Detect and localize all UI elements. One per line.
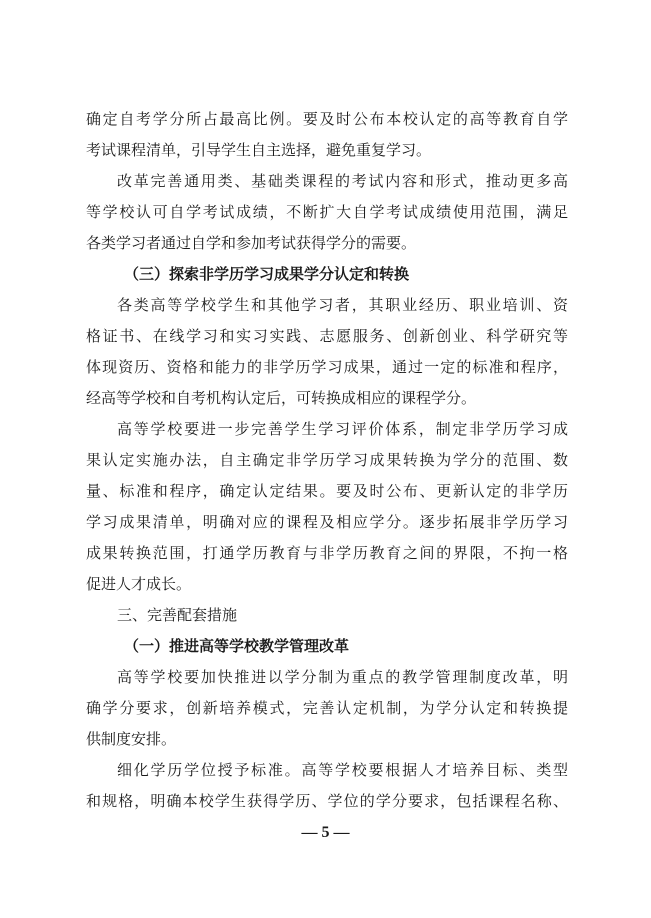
text-line: 供制度安排。 (86, 730, 177, 748)
text-line: 高等学校要加快推进以学分制为重点的教学管理制度改革，明 (117, 668, 568, 686)
section-heading: 三、完善配套措施 (117, 606, 238, 624)
text-line: 和规格，明确本校学生获得学历、学位的学分要求，包括课程名称、 (86, 792, 568, 810)
subsection-heading: （一）推进高等学校教学管理改革 (124, 637, 350, 655)
text-line: 等学校认可自学考试成绩，不断扩大自学考试成绩使用范围，满足 (86, 203, 568, 221)
text-line: 确定自考学分所占最高比例。要及时公布本校认定的高等教育自学 (86, 110, 568, 128)
text-line: 各类学习者通过自学和参加考试获得学分的需要。 (86, 234, 417, 252)
text-line: 各类高等学校学生和其他学习者，其职业经历、职业培训、资 (117, 296, 568, 314)
text-line: 体现资历、资格和能力的非学历学习成果，通过一定的标准和程序， (86, 358, 568, 376)
text-line: 经高等学校和自考机构认定后，可转换成相应的课程学分。 (86, 389, 477, 407)
text-line: 果认定实施办法，自主确定非学历学习成果转换为学分的范围、数 (86, 451, 568, 469)
text-line: 考试课程清单，引导学生自主选择，避免重复学习。 (86, 141, 432, 159)
text-line: 格证书、在线学习和实习实践、志愿服务、创新创业、科学研究等 (86, 327, 568, 345)
text-line: 成果转换范围，打通学历教育与非学历教育之间的界限，不拘一格 (86, 544, 568, 562)
text-line: 量、标准和程序，确定认定结果。要及时公布、更新认定的非学历 (86, 482, 568, 500)
text-line: 促进人才成长。 (86, 575, 192, 593)
text-line: 改革完善通用类、基础类课程的考试内容和形式，推动更多高 (117, 172, 568, 190)
subsection-heading: （三）探索非学历学习成果学分认定和转换 (124, 265, 410, 283)
body-text (86, 104, 568, 817)
text-line: 确学分要求，创新培养模式，完善认定机制，为学分认定和转换提 (86, 699, 568, 717)
text-line: 高等学校要进一步完善学生学习评价体系，制定非学历学习成 (117, 420, 568, 438)
text-line: 细化学历学位授予标准。高等学校要根据人才培养目标、类型 (117, 761, 568, 779)
text-line: 学习成果清单，明确对应的课程及相应学分。逐步拓展非学历学习 (86, 513, 568, 531)
page-number: — 5 — (301, 824, 350, 841)
